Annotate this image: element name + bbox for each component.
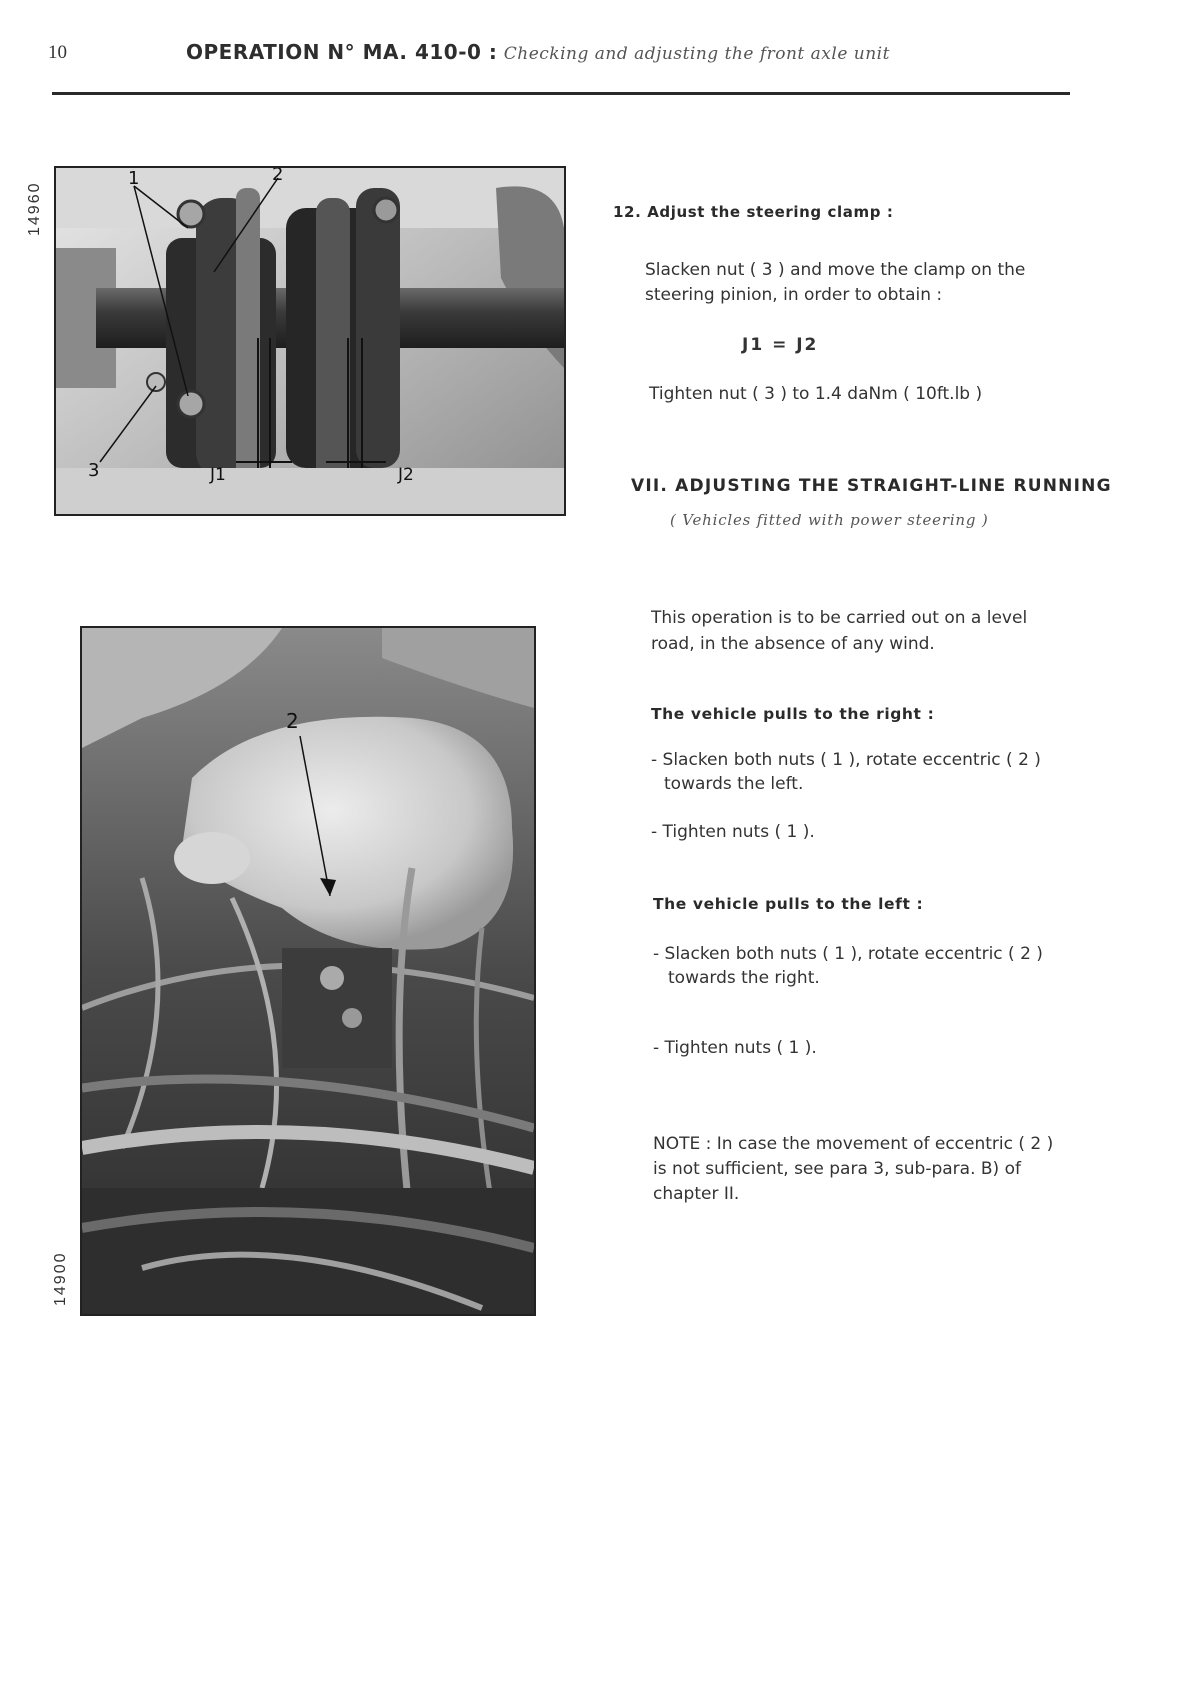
step-12-line-1: Slacken nut ( 3 ) and move the clamp on the [645,260,1026,280]
pulls-left-heading: The vehicle pulls to the left : [653,895,924,913]
callout-j2: J2 [398,465,414,485]
section-heading: VII. ADJUSTING THE STRAIGHT-LINE RUNNING [631,476,1112,496]
figure-1-code: 14960 [26,181,43,236]
callout-eccentric: 2 [286,709,299,733]
note-line-2: is not sufficient, see para 3, sub-para. B) of [653,1159,1021,1179]
step-12-tighten: Tighten nut ( 3 ) to 1.4 daNm ( 10ft.lb ) [649,384,983,404]
steering-clamp-photo [56,168,564,514]
step-12-line-2: steering pinion, in order to obtain : [645,285,943,305]
pulls-left-item-1-line-1: - Slacken both nuts ( 1 ), rotate eccentric ( 2 ) [653,944,1043,964]
pulls-right-item-2: - Tighten nuts ( 1 ). [651,822,815,842]
callout-1: 1 [128,168,140,189]
page-number: 10 [48,42,67,63]
figure-2-code: 14900 [52,1251,69,1306]
pulls-left-item-1-line-2: towards the right. [668,968,820,988]
figure-eccentric-adjustment [80,626,536,1316]
callout-3: 3 [88,460,100,481]
operation-title: OPERATION N° MA. 410-0 : [186,40,498,64]
intro-line-2: road, in the absence of any wind. [651,634,935,654]
page-header [186,40,890,64]
note-line-1: NOTE : In case the movement of eccentric ( 2 ) [653,1134,1054,1154]
pulls-left-item-2: - Tighten nuts ( 1 ). [653,1038,817,1058]
clearance-formula: J1 = J2 [742,335,819,355]
pulls-right-item-1-line-2: towards the left. [664,774,804,794]
eccentric-adjustment-photo [82,628,534,1314]
section-subheading: ( Vehicles fitted with power steering ) [670,511,989,529]
header-rule [52,92,1070,95]
step-12-heading: 12. Adjust the steering clamp : [613,203,894,221]
operation-subtitle: Checking and adjusting the front axle unit [503,44,890,64]
callout-j1: J1 [210,465,226,485]
callout-2: 2 [272,168,284,185]
pulls-right-heading: The vehicle pulls to the right : [651,705,935,723]
note-line-3: chapter II. [653,1184,740,1204]
pulls-right-item-1-line-1: - Slacken both nuts ( 1 ), rotate eccentric ( 2 ) [651,750,1041,770]
figure-steering-clamp [54,166,566,516]
intro-line-1: This operation is to be carried out on a level [651,608,1028,628]
